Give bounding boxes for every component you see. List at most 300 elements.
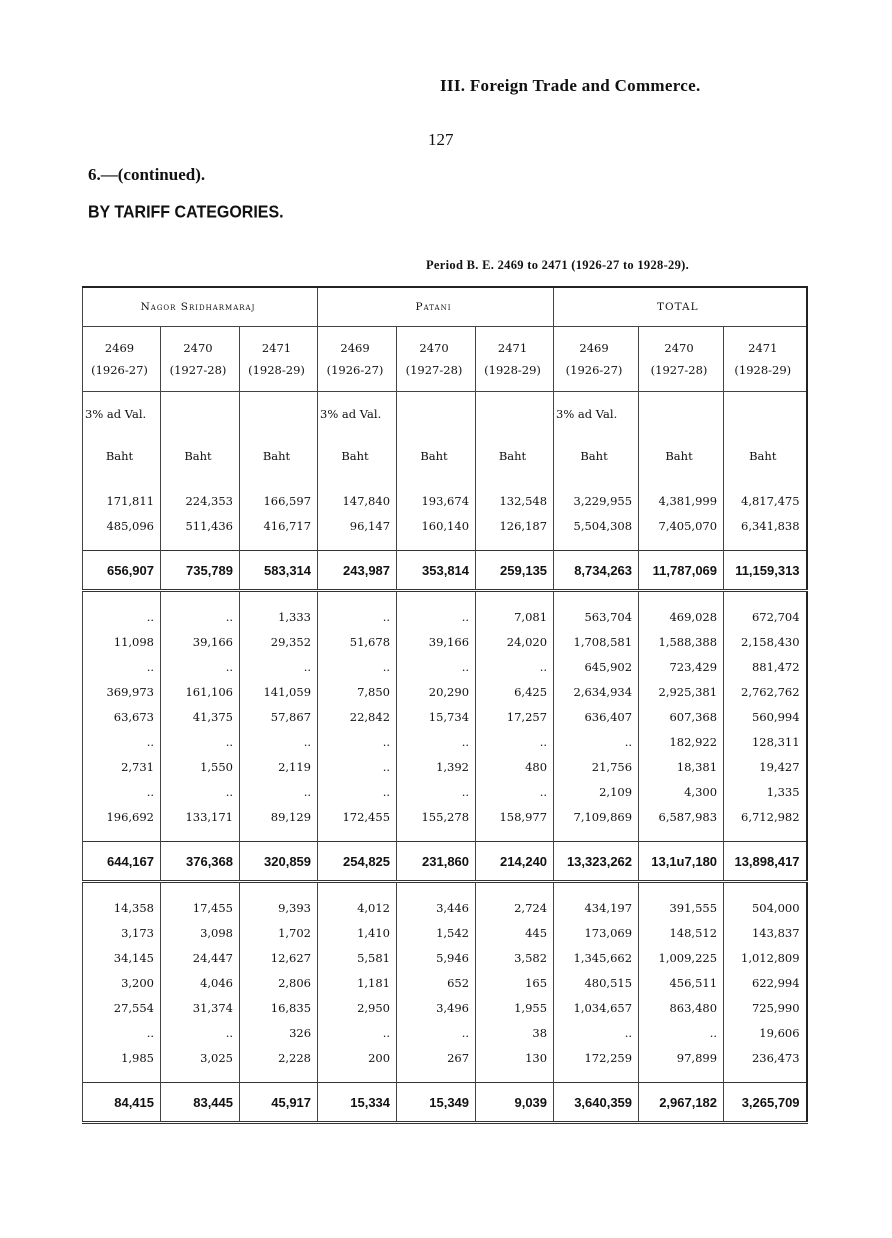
table-row — [83, 804, 807, 829]
table-cell: 3,496 — [397, 995, 476, 1020]
duty-rate — [639, 392, 724, 437]
spacer — [476, 591, 554, 605]
year-header — [240, 327, 318, 392]
table-cell: 1,392 — [397, 754, 476, 779]
duty-rate — [161, 392, 240, 437]
table-cell: 723,429 — [639, 654, 724, 679]
spacer — [554, 829, 639, 842]
total-cell: 3,265,709 — [724, 1083, 807, 1123]
total-cell: 353,814 — [397, 551, 476, 591]
group-header: Nagor Sridharmaraj — [83, 287, 318, 327]
spacer — [318, 882, 397, 896]
spacer — [83, 829, 161, 842]
spacer-row — [83, 829, 807, 842]
table-cell: 1,702 — [240, 920, 318, 945]
spacer — [83, 476, 161, 488]
total-row — [83, 842, 807, 882]
table-cell: 369,973 — [83, 679, 161, 704]
table-cell: 2,950 — [318, 995, 397, 1020]
spacer — [397, 591, 476, 605]
table-title: BY TARIFF CATEGORIES. — [88, 202, 284, 222]
spacer — [724, 1070, 807, 1083]
table-cell: .. — [240, 654, 318, 679]
year-header — [161, 327, 240, 392]
year-header — [639, 327, 724, 392]
table-cell: 147,840 — [318, 488, 397, 513]
spacer — [639, 882, 724, 896]
table-cell: 4,046 — [161, 970, 240, 995]
table-cell: 224,353 — [161, 488, 240, 513]
spacer — [161, 1070, 240, 1083]
table-cell: 172,259 — [554, 1045, 639, 1070]
spacer — [83, 591, 161, 605]
total-cell: 259,135 — [476, 551, 554, 591]
table-cell: 560,994 — [724, 704, 807, 729]
table-cell: .. — [554, 1020, 639, 1045]
table-cell: 2,731 — [83, 754, 161, 779]
total-cell: 13,323,262 — [554, 842, 639, 882]
table-cell: 3,098 — [161, 920, 240, 945]
table-cell: 24,020 — [476, 629, 554, 654]
table-cell: 196,692 — [83, 804, 161, 829]
table-cell: .. — [397, 729, 476, 754]
table-cell: 456,511 — [639, 970, 724, 995]
group-header-row — [83, 287, 807, 327]
table-cell: .. — [476, 779, 554, 804]
table-cell: 15,734 — [397, 704, 476, 729]
spacer — [240, 538, 318, 551]
total-cell: 376,368 — [161, 842, 240, 882]
table-cell: 172,455 — [318, 804, 397, 829]
spacer — [554, 1070, 639, 1083]
table-row — [83, 513, 807, 538]
spacer — [639, 1070, 724, 1083]
table-cell: 39,166 — [161, 629, 240, 654]
year-be: 2470 — [183, 341, 213, 355]
table-cell: 416,717 — [240, 513, 318, 538]
spacer — [639, 538, 724, 551]
table-cell: 51,678 — [318, 629, 397, 654]
table-cell: 96,147 — [318, 513, 397, 538]
table-cell: 1,181 — [318, 970, 397, 995]
table-cell: .. — [554, 729, 639, 754]
spacer — [724, 538, 807, 551]
table-cell: 1,335 — [724, 779, 807, 804]
year-ce: (1926-27) — [565, 363, 623, 377]
year-ce: (1927-28) — [405, 363, 463, 377]
table-cell: 4,817,475 — [724, 488, 807, 513]
table-cell: 1,012,809 — [724, 945, 807, 970]
table-cell: 1,985 — [83, 1045, 161, 1070]
duty-rate: 3% ad Val. — [83, 392, 161, 437]
spacer — [240, 591, 318, 605]
unit-label: Baht — [240, 436, 318, 476]
unit-label: Baht — [318, 436, 397, 476]
spacer-row — [83, 1070, 807, 1083]
table-cell: 607,368 — [639, 704, 724, 729]
table-cell: 173,069 — [554, 920, 639, 945]
table-cell: 193,674 — [397, 488, 476, 513]
table-cell: 863,480 — [639, 995, 724, 1020]
table-cell: .. — [476, 729, 554, 754]
group-header: TOTAL — [554, 287, 807, 327]
year-header — [318, 327, 397, 392]
spacer — [397, 829, 476, 842]
total-cell: 84,415 — [83, 1083, 161, 1123]
table-cell: 6,425 — [476, 679, 554, 704]
section-heading: III. Foreign Trade and Commerce. — [440, 76, 701, 95]
spacer — [397, 538, 476, 551]
table-cell: 21,756 — [554, 754, 639, 779]
table-cell: 2,762,762 — [724, 679, 807, 704]
year-ce: (1926-27) — [326, 363, 384, 377]
table-cell: 636,407 — [554, 704, 639, 729]
table-cell: 12,627 — [240, 945, 318, 970]
period-label: Period B. E. 2469 to 2471 (1926-27 to 1928-29). — [426, 258, 690, 272]
table-cell: 2,806 — [240, 970, 318, 995]
duty-rate — [724, 392, 807, 437]
spacer — [240, 882, 318, 896]
table-cell: 34,145 — [83, 945, 161, 970]
table-cell: 17,257 — [476, 704, 554, 729]
table-cell: 480 — [476, 754, 554, 779]
table-cell: .. — [83, 604, 161, 629]
table-row — [83, 704, 807, 729]
table-cell: .. — [83, 779, 161, 804]
table-cell: 1,955 — [476, 995, 554, 1020]
spacer — [161, 476, 240, 488]
total-cell: 735,789 — [161, 551, 240, 591]
table-cell: 200 — [318, 1045, 397, 1070]
table-cell: .. — [240, 729, 318, 754]
table-cell: .. — [476, 654, 554, 679]
table-cell: .. — [83, 729, 161, 754]
year-header — [476, 327, 554, 392]
table-cell: .. — [318, 779, 397, 804]
spacer — [318, 591, 397, 605]
table-cell: 1,542 — [397, 920, 476, 945]
page-number: 127 — [428, 130, 454, 149]
table-cell: 1,333 — [240, 604, 318, 629]
table-cell: 6,587,983 — [639, 804, 724, 829]
spacer — [318, 829, 397, 842]
total-cell: 583,314 — [240, 551, 318, 591]
table-cell: 161,106 — [161, 679, 240, 704]
total-cell: 644,167 — [83, 842, 161, 882]
unit-label: Baht — [639, 436, 724, 476]
total-cell: 15,349 — [397, 1083, 476, 1123]
table-cell: 326 — [240, 1020, 318, 1045]
spacer — [161, 538, 240, 551]
spacer — [397, 476, 476, 488]
spacer — [318, 476, 397, 488]
total-cell: 656,907 — [83, 551, 161, 591]
spacer — [724, 829, 807, 842]
table-cell: 2,109 — [554, 779, 639, 804]
table-cell: 4,381,999 — [639, 488, 724, 513]
spacer — [318, 1070, 397, 1083]
table-cell: 182,922 — [639, 729, 724, 754]
spacer — [724, 476, 807, 488]
total-cell: 243,987 — [318, 551, 397, 591]
spacer-row — [83, 476, 807, 488]
table-cell: 158,977 — [476, 804, 554, 829]
duty-rate — [397, 392, 476, 437]
spacer-row — [83, 538, 807, 551]
duty-rate: 3% ad Val. — [554, 392, 639, 437]
spacer — [639, 476, 724, 488]
table-row — [83, 945, 807, 970]
table-cell: .. — [318, 1020, 397, 1045]
table-cell: 14,358 — [83, 895, 161, 920]
table-cell: 1,550 — [161, 754, 240, 779]
year-be: 2471 — [261, 341, 292, 355]
table-cell: 2,119 — [240, 754, 318, 779]
table-cell: 166,597 — [240, 488, 318, 513]
table-cell: 18,381 — [639, 754, 724, 779]
table-cell: 132,548 — [476, 488, 554, 513]
table-cell: 5,504,308 — [554, 513, 639, 538]
table-cell: 19,606 — [724, 1020, 807, 1045]
unit-row — [83, 436, 807, 476]
table-cell: .. — [161, 729, 240, 754]
unit-label: Baht — [724, 436, 807, 476]
spacer — [397, 882, 476, 896]
total-cell: 15,334 — [318, 1083, 397, 1123]
unit-label: Baht — [397, 436, 476, 476]
table-cell: 130 — [476, 1045, 554, 1070]
table-cell: 445 — [476, 920, 554, 945]
year-be: 2470 — [419, 341, 449, 355]
table-row — [83, 920, 807, 945]
table-cell: 1,410 — [318, 920, 397, 945]
table-cell: 7,081 — [476, 604, 554, 629]
table-cell: 155,278 — [397, 804, 476, 829]
table-cell: .. — [397, 604, 476, 629]
year-header — [724, 327, 807, 392]
spacer — [240, 829, 318, 842]
table-cell: 7,405,070 — [639, 513, 724, 538]
table-row — [83, 629, 807, 654]
spacer — [161, 882, 240, 896]
table-cell: 5,581 — [318, 945, 397, 970]
spacer — [724, 882, 807, 896]
spacer — [639, 829, 724, 842]
table-cell: 391,555 — [639, 895, 724, 920]
year-ce: (1928-29) — [734, 363, 792, 377]
spacer — [476, 538, 554, 551]
year-be: 2469 — [104, 341, 135, 355]
table-cell: 31,374 — [161, 995, 240, 1020]
table-cell: 19,427 — [724, 754, 807, 779]
table-cell: 236,473 — [724, 1045, 807, 1070]
table-cell: 511,436 — [161, 513, 240, 538]
year-header — [554, 327, 639, 392]
table-cell: .. — [397, 654, 476, 679]
total-cell: 83,445 — [161, 1083, 240, 1123]
spacer — [83, 538, 161, 551]
spacer — [554, 538, 639, 551]
table-row — [83, 1020, 807, 1045]
table-cell: 3,173 — [83, 920, 161, 945]
table-cell: .. — [161, 1020, 240, 1045]
table-row — [83, 488, 807, 513]
table-cell: .. — [83, 1020, 161, 1045]
table-cell: 97,899 — [639, 1045, 724, 1070]
table-row — [83, 729, 807, 754]
spacer — [318, 538, 397, 551]
table-cell: 24,447 — [161, 945, 240, 970]
continued-label: 6.—(continued). — [88, 165, 206, 184]
table-cell: 267 — [397, 1045, 476, 1070]
spacer — [83, 1070, 161, 1083]
spacer — [476, 1070, 554, 1083]
table-cell: 434,197 — [554, 895, 639, 920]
table-row — [83, 995, 807, 1020]
table-cell: 3,229,955 — [554, 488, 639, 513]
spacer — [161, 591, 240, 605]
table-cell: 2,925,381 — [639, 679, 724, 704]
table-cell: 469,028 — [639, 604, 724, 629]
spacer — [476, 829, 554, 842]
year-be: 2469 — [579, 341, 609, 355]
spacer — [639, 591, 724, 605]
total-cell: 2,967,182 — [639, 1083, 724, 1123]
year-be: 2471 — [497, 341, 528, 355]
table-cell: 141,059 — [240, 679, 318, 704]
duty-rate — [476, 392, 554, 437]
spacer — [240, 476, 318, 488]
table-cell: .. — [318, 654, 397, 679]
table-cell: .. — [161, 604, 240, 629]
table-cell: 3,200 — [83, 970, 161, 995]
total-row — [83, 1083, 807, 1123]
year-be: 2470 — [664, 341, 694, 355]
table-cell: 7,109,869 — [554, 804, 639, 829]
table-cell: 652 — [397, 970, 476, 995]
table-cell: 725,990 — [724, 995, 807, 1020]
table-row — [83, 970, 807, 995]
table-cell: 41,375 — [161, 704, 240, 729]
table-cell: .. — [83, 654, 161, 679]
table-cell: .. — [240, 779, 318, 804]
table-cell: .. — [397, 779, 476, 804]
duty-rate-row — [83, 392, 807, 437]
table-cell: 160,140 — [397, 513, 476, 538]
total-cell: 3,640,359 — [554, 1083, 639, 1123]
spacer — [554, 591, 639, 605]
unit-label: Baht — [554, 436, 639, 476]
table-cell: 22,842 — [318, 704, 397, 729]
table-row — [83, 779, 807, 804]
total-cell: 214,240 — [476, 842, 554, 882]
table-cell: 4,012 — [318, 895, 397, 920]
table-cell: 11,098 — [83, 629, 161, 654]
year-ce: (1927-28) — [650, 363, 708, 377]
table-cell: 563,704 — [554, 604, 639, 629]
table-cell: 2,634,934 — [554, 679, 639, 704]
total-cell: 13,898,417 — [724, 842, 807, 882]
table-cell: 7,850 — [318, 679, 397, 704]
total-cell: 254,825 — [318, 842, 397, 882]
table-cell: 171,811 — [83, 488, 161, 513]
table-cell: 504,000 — [724, 895, 807, 920]
table-cell: 133,171 — [161, 804, 240, 829]
table-cell: 4,300 — [639, 779, 724, 804]
unit-label: Baht — [83, 436, 161, 476]
spacer — [397, 1070, 476, 1083]
table-cell: 39,166 — [397, 629, 476, 654]
table-row — [83, 679, 807, 704]
table-row — [83, 654, 807, 679]
year-ce: (1926-27) — [91, 363, 148, 377]
table-cell: 27,554 — [83, 995, 161, 1020]
table-cell: 128,311 — [724, 729, 807, 754]
table-cell: 148,512 — [639, 920, 724, 945]
year-ce: (1928-29) — [248, 363, 305, 377]
total-cell: 11,159,313 — [724, 551, 807, 591]
spacer — [724, 591, 807, 605]
table-cell: .. — [318, 604, 397, 629]
table-cell: 3,025 — [161, 1045, 240, 1070]
table-cell: 165 — [476, 970, 554, 995]
spacer — [476, 882, 554, 896]
year-header — [397, 327, 476, 392]
table-cell: 9,393 — [240, 895, 318, 920]
table-cell: 16,835 — [240, 995, 318, 1020]
total-cell: 11,787,069 — [639, 551, 724, 591]
table-cell: 20,290 — [397, 679, 476, 704]
table-row — [83, 604, 807, 629]
spacer — [554, 882, 639, 896]
total-cell: 45,917 — [240, 1083, 318, 1123]
year-be: 2469 — [340, 341, 370, 355]
unit-label: Baht — [161, 436, 240, 476]
table-cell: 63,673 — [83, 704, 161, 729]
table-cell: .. — [161, 654, 240, 679]
spacer — [161, 829, 240, 842]
spacer-row — [83, 882, 807, 896]
year-ce: (1927-28) — [169, 363, 227, 377]
table-cell: 2,724 — [476, 895, 554, 920]
table-cell: 1,034,657 — [554, 995, 639, 1020]
table-cell: 1,345,662 — [554, 945, 639, 970]
spacer — [83, 882, 161, 896]
table-cell: 881,472 — [724, 654, 807, 679]
table-cell: .. — [318, 729, 397, 754]
total-cell: 13,1u7,180 — [639, 842, 724, 882]
table-cell: 645,902 — [554, 654, 639, 679]
spacer — [240, 1070, 318, 1083]
table-cell: 6,712,982 — [724, 804, 807, 829]
table-cell: 485,096 — [83, 513, 161, 538]
table-cell: 1,009,225 — [639, 945, 724, 970]
spacer — [476, 476, 554, 488]
table-cell: 2,228 — [240, 1045, 318, 1070]
duty-rate: 3% ad Val. — [318, 392, 397, 437]
total-cell: 8,734,263 — [554, 551, 639, 591]
unit-label: Baht — [476, 436, 554, 476]
year-ce: (1928-29) — [484, 363, 541, 377]
table-cell: 143,837 — [724, 920, 807, 945]
duty-rate — [240, 392, 318, 437]
table-row — [83, 895, 807, 920]
year-header-row — [83, 327, 807, 392]
table-cell: 38 — [476, 1020, 554, 1045]
table-cell: 480,515 — [554, 970, 639, 995]
year-header — [83, 327, 161, 392]
group-header: Patani — [318, 287, 554, 327]
